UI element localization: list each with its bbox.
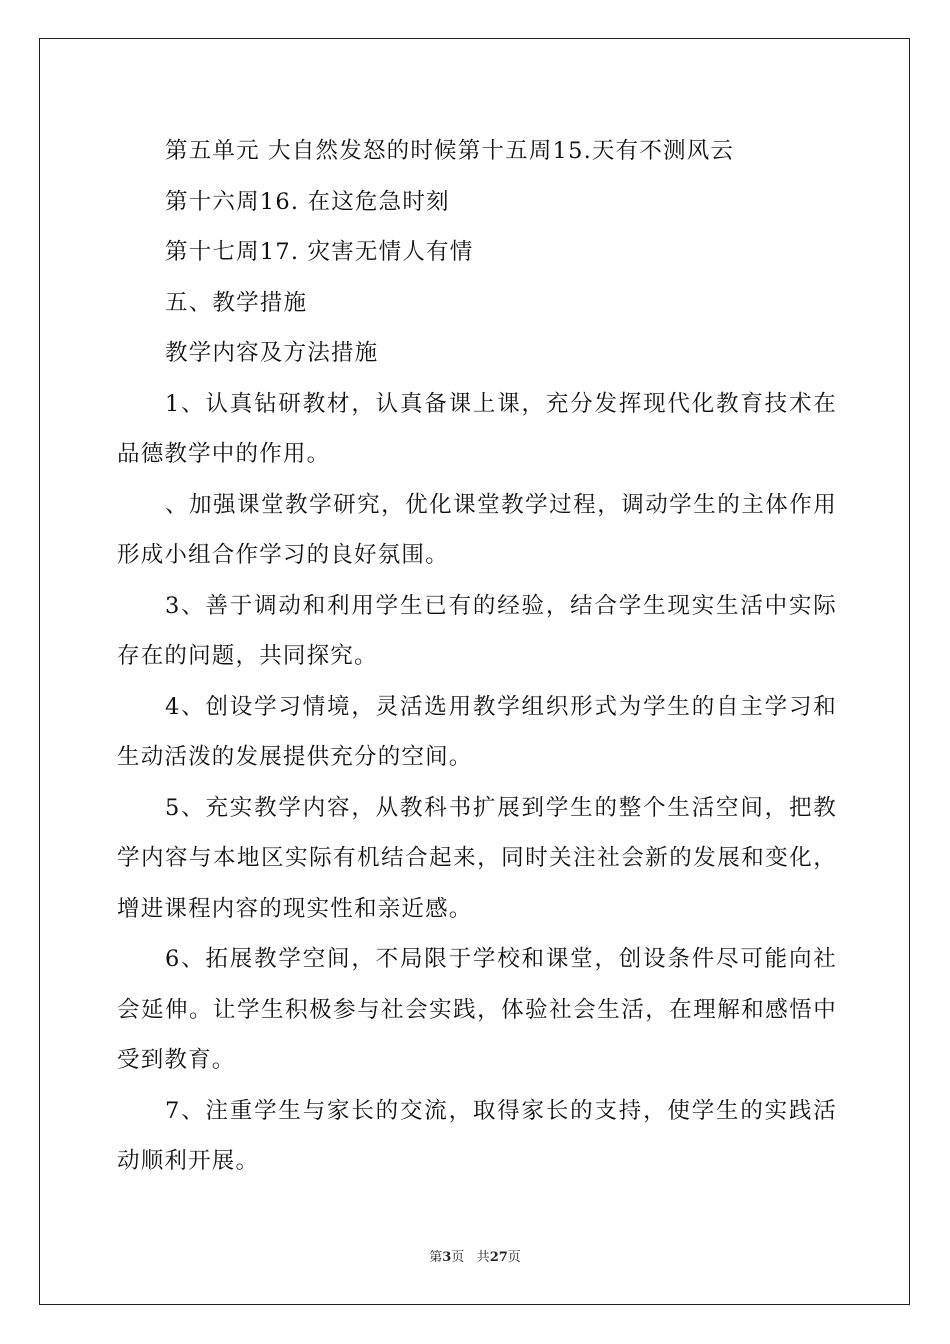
measure-item-7: 7、注重学生与家长的交流，取得家长的支持，使学生的实践活动顺利开展。 [117,1097,837,1174]
measure-item-2: 、加强课堂教学研究，优化课堂教学过程，调动学生的主体作用形成小组合作学习的良好氛围。 [117,491,837,568]
page-footer [0,1246,950,1265]
paragraph-unit-five: 第五单元 大自然发怒的时候第十五周15.天有不测风云 [165,138,735,164]
footer-page-number: 3 [442,1250,452,1265]
measure-item-6: 6、拓展教学空间，不局限于学校和课堂，创设条件尽可能向社会延伸。让学生积极参与社会实践，体验社会生活，在理解和感悟中受到教育。 [117,946,837,1073]
section-heading-teaching-measures: 五、教学措施 [165,289,308,316]
document-body [117,126,837,1187]
measure-item-3: 3、善于调动和利用学生已有的经验，结合学生现实生活中实际存在的问题，共同探究。 [117,592,837,669]
measure-item-4: 4、创设学习情境，灵活选用教学组织形式为学生的自主学习和生动活泼的发展提供充分的空间。 [117,693,837,770]
footer-page-prefix: 第 [429,1250,443,1265]
measure-item-1: 1、认真钻研教材，认真备课上课，充分发挥现代化教育技术在品德教学中的作用。 [117,390,837,467]
paragraph-week-sixteen: 第十六周16. 在这危急时刻 [165,188,450,215]
measure-item-5: 5、充实教学内容，从教科书扩展到学生的整个生活空间，把教学内容与本地区实际有机结合起来，同时关注社会新的发展和变化，增进课程内容的现实性和亲近感。 [117,794,837,922]
paragraph-week-seventeen: 第十七周17. 灾害无情人有情 [165,239,474,265]
footer-total-suffix: 页 [507,1250,521,1265]
footer-total-pages: 27 [489,1250,508,1265]
footer-page-suffix: 页 [451,1250,465,1265]
footer-total-prefix: 共 [476,1250,490,1265]
subheading-content-and-methods: 教学内容及方法措施 [165,340,379,366]
